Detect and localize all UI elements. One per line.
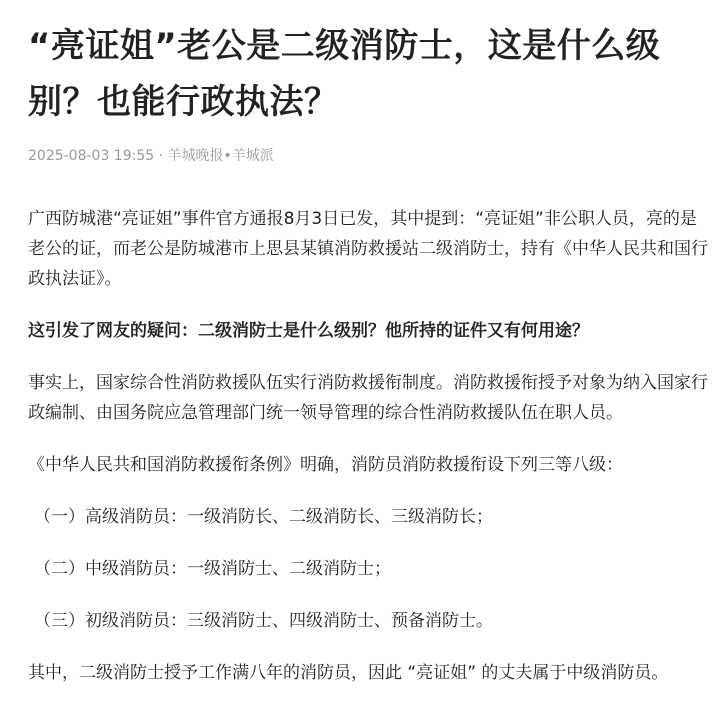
publish-datetime: 2025-08-03 19:55	[28, 148, 155, 164]
rank-list-item-intermediate: （二）中级消防员：一级消防士、二级消防士；	[34, 559, 391, 579]
article-body	[28, 204, 708, 688]
article	[28, 0, 708, 710]
meta-separator: ·	[154, 148, 168, 164]
paragraph-regulation: 《中华人民共和国消防救援衔条例》明确，消防员消防救援衔设下列三等八级：	[28, 455, 623, 475]
rank-list-item-senior: （一）高级消防员：一级消防长、二级消防长、三级消防长；	[34, 507, 493, 527]
rank-list-item-junior: （三）初级消防员：三级消防士、四级消防士、预备消防士。	[34, 611, 493, 631]
article-meta	[28, 146, 708, 166]
paragraph-question: 这引发了网友的疑问：二级消防士是什么级别？他所持的证件又有何用途？	[28, 321, 589, 341]
paragraph-rank-system: 事实上，国家综合性消防救援队伍实行消防救援衔制度。消防救援衔授予对象为纳入国家行政编制、由国务院应急管理部门统一领导管理的综合性消防救援队伍在职人员。	[28, 373, 708, 423]
paragraph-conclusion: 其中，二级消防士授予工作满八年的消防员，因此 “亮证姐” 的丈夫属于中级消防员。	[28, 663, 669, 683]
article-source[interactable]: 羊城晚报•羊城派	[167, 148, 274, 164]
article-title: “亮证姐”老公是二级消防士，这是什么级别？也能行政执法？	[28, 26, 661, 122]
paragraph-intro: 广西防城港“亮证姐”事件官方通报8月3日已发，其中提到：“亮证姐”非公职人员，亮的是老公的证，而老公是防城港市上思县某镇消防救援站二级消防士，持有《中华人民共和国行政执法证》。	[28, 209, 708, 289]
